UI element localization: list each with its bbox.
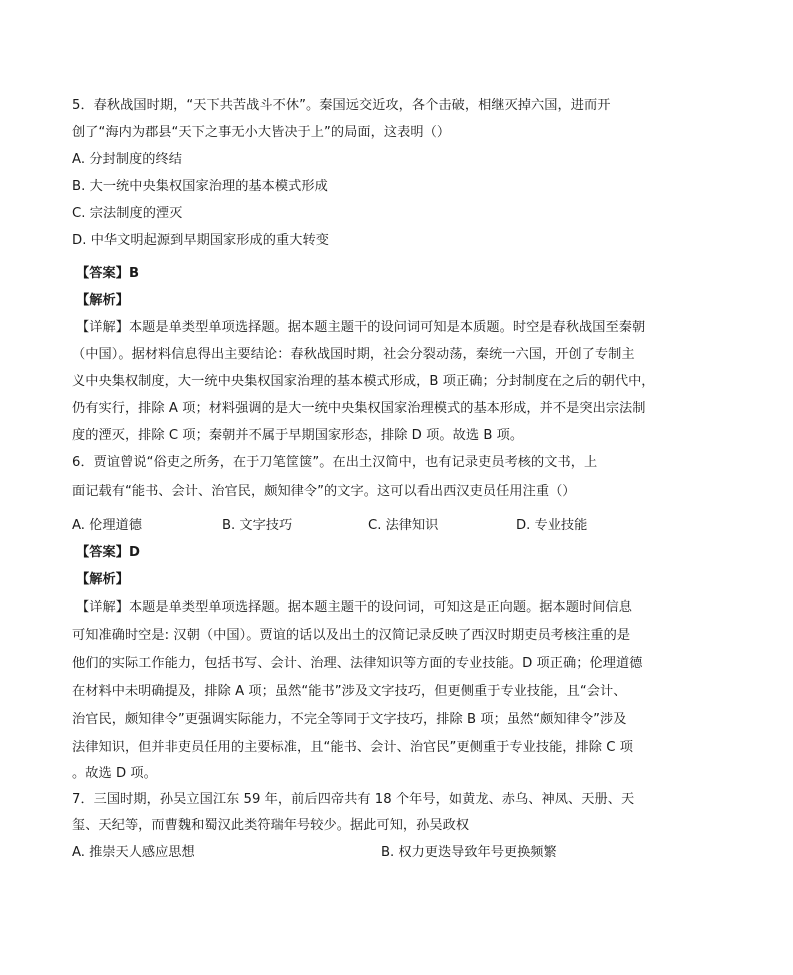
q6-detail-line-4: 在材料中未明确提及，排除 A 项；虽然“能书”涉及文字技巧，但更侧重于专业技能，且“会计、 (72, 684, 627, 699)
q5-detail-line-3: 义中央集权制度，大一统中央集权国家治理的基本模式形成，B 项正确；分封制度在之后的朝代中， (72, 374, 655, 389)
q6-stem-line-2: 面记载有“能书、会计、治官民，颇知律令”的文字。这可以看出西汉吏员任用注重（） (72, 484, 576, 499)
q5-detail-line-1: 【详解】本题是单类型单项选择题。据本题主题干的设问词可知是本质题。时空是春秋战国至秦朝 (76, 320, 646, 335)
q5-stem-line-1: 5．春秋战国时期，“天下共苦战斗不休”。秦国远交近攻，各个击破，相继灭掉六国，进而开 (72, 98, 611, 113)
q6-option-c: C. 法律知识 (368, 518, 439, 533)
q5-stem-line-2: 创了“海内为郡县“天下之事无小大皆决于上”的局面，这表明（） (72, 125, 451, 140)
q6-analysis-title: 【解析】 (76, 572, 129, 587)
q7-option-b: B. 权力更迭导致年号更换频繁 (381, 845, 557, 860)
q6-detail-line-6: 法律知识，但并非吏员任用的主要标准，且“能书、会计、治官民”更侧重于专业技能，排除 C 项 (72, 740, 634, 755)
q5-analysis-title: 【解析】 (76, 293, 129, 308)
q5-option-c: C. 宗法制度的湮灭 (72, 206, 183, 221)
q5-option-b: B. 大一统中央集权国家治理的基本模式形成 (72, 179, 328, 194)
q7-option-a: A. 推崇天人感应思想 (72, 845, 195, 860)
q6-detail-line-1: 【详解】本题是单类型单项选择题。据本题主题干的设问词，可知这是正向题。据本题时间信息 (76, 600, 632, 615)
q6-answer: 【答案】D (76, 545, 140, 560)
q7-options-row (72, 843, 772, 863)
q6-options-row (72, 516, 772, 536)
q6-detail-line-5: 治官民，颇知律令”更强调实际能力，不完全等同于文字技巧，排除 B 项；虽然“颇知律令”涉及 (72, 712, 627, 727)
q6-detail-line-2: 可知准确时空是: 汉朝（中国）。贾谊的话以及出土的汉简记录反映了西汉时期吏员考核注重的是 (72, 628, 631, 643)
q6-stem-line-1: 6．贾谊曾说“俗吏之所务，在于刀笔筐箧”。在出土汉简中，也有记录吏员考核的文书，上 (72, 455, 598, 470)
q6-option-a: A. 伦理道德 (72, 518, 142, 533)
q5-detail-line-2: （中国）。据材料信息得出主要结论：春秋战国时期，社会分裂动荡，秦统一六国，开创了专制主 (72, 347, 635, 362)
q6-option-d: D. 专业技能 (516, 518, 588, 533)
q5-option-a: A. 分封制度的终结 (72, 152, 182, 167)
q6-detail-line-7: 。故选 D 项。 (72, 766, 157, 781)
q5-detail-line-5: 度的湮灭，排除 C 项；秦朝并不属于早期国家形态，排除 D 项。故选 B 项。 (72, 428, 524, 443)
q6-detail-line-3: 他们的实际工作能力，包括书写、会计、治理、法律知识等方面的专业技能。D 项正确；伦理道德 (72, 656, 643, 671)
q5-detail-line-4: 仍有实行，排除 A 项；材料强调的是大一统中央集权国家治理模式的基本形成，并不是突出宗法制 (72, 401, 646, 416)
q7-stem-line-2: 玺、天纪等，而曹魏和蜀汉此类符瑞年号较少。据此可知，孙吴政权 (72, 818, 470, 833)
q6-option-b: B. 文字技巧 (222, 518, 293, 533)
q5-answer: 【答案】B (76, 266, 140, 281)
q5-option-d: D. 中华文明起源到早期国家形成的重大转变 (72, 233, 329, 248)
q7-stem-line-1: 7．三国时期，孙吴立国江东 59 年，前后四帝共有 18 个年号，如黄龙、赤乌、神凤、天册、天 (72, 792, 635, 807)
